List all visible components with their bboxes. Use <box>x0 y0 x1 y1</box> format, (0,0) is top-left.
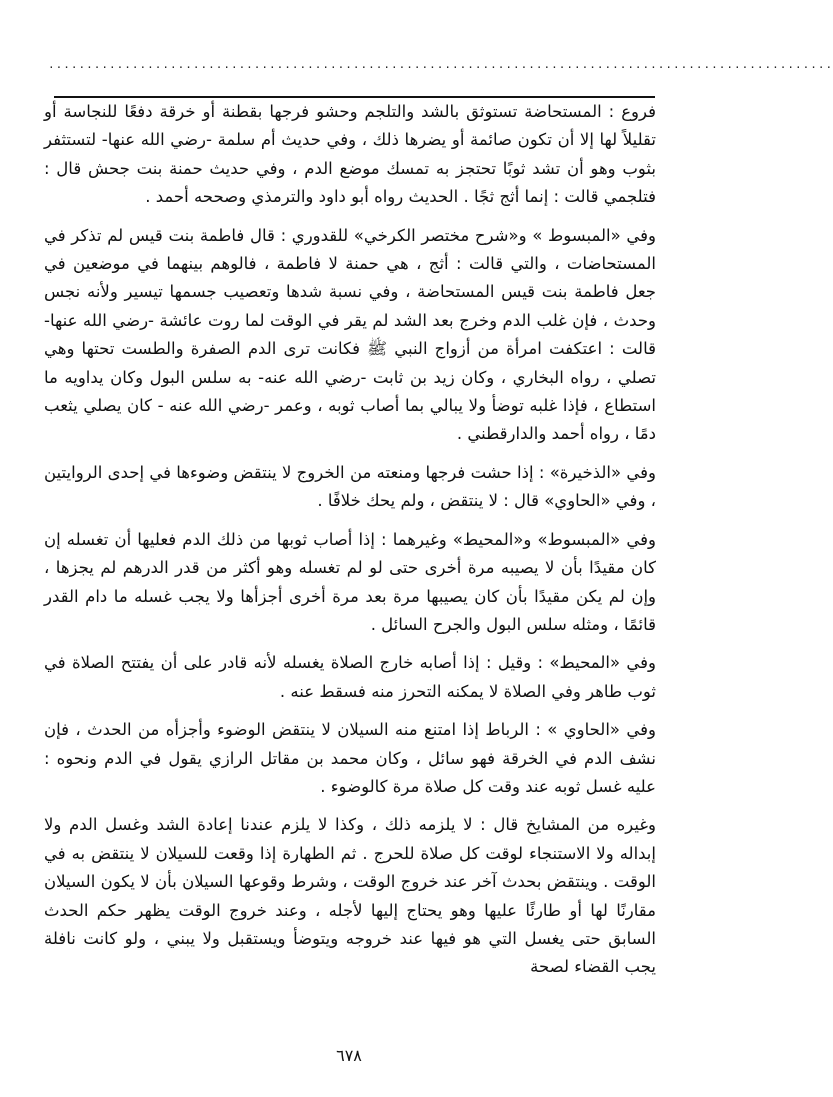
page-number: ٦٧٨ <box>336 1046 362 1065</box>
paragraph: وغيره من المشايخ قال : لا يلزمه ذلك ، وكذا لا يلزم عندنا إعادة الشد وغسل الدم ولا إبداله ولا الاستنجاء لوقت كل صلاة للحرج . ثم الطهارة إذا وقعت للسيلان لا ينتقض به في الوقت . وينتقض بحدث آخر عند خروج الوقت ، وشرط وقوعها السيلان بأن لا يكون السيلان مقارنًا لها أو طارئًا عليها وهو يحتاج إليها لأجله ، وعند خروج الوقت يظهر حكم الحدث السابق حتى يغسل التي هو فيها عند خروجه ويتوضأ ويستقبل ولا يبني ، ولو كانت نافلة يجب القضاء لصحة <box>44 815 656 977</box>
page-body <box>44 98 656 992</box>
paragraph: فروع : المستحاضة تستوثق بالشد والتلجم وحشو فرجها بقطنة أو خرقة دفعًا للنجاسة أو تقليلاً لها إلا أن تكون صائمة أو يضرها ذلك ، وفي حديث أم سلمة -رضي الله عنها- لتستثفر بثوب وهو أن تشد ثوبًا تحتجز به تمسك موضع الدم ، وفي حديث حمنة بنت جحش قال : فتلجمي قالت : إنما أثج ثجًا . الحديث رواه أبو داود والترمذي وصححه أحمد . <box>44 102 656 207</box>
paragraph: وفي «المبسوط » و«شرح مختصر الكرخي» للقدوري : قال فاطمة بنت قيس لم تذكر في المستحاضات ، والتي قالت : أثج ، هي حمنة لا فاطمة ، فالوهم بينهما في موضعين في جعل فاطمة بنت قيس المستحاضة ، وفي نسبة شدها وتعصيب جسمها تيسير ولأنه نجس وحدث ، فإن غلب الدم وخرج بعد الشد لم يقر في الوقت لما روت عائشة -رضي الله عنها- قالت : اعتكفت امرأة من أزواج النبي ﷺ فكانت ترى الدم الصفرة والطست تحتها وهي تصلي ، رواه البخاري ، وكان زيد بن ثابت -رضي الله عنه- به سلس البول وكان يداويه ما استطاع ، فإذا غلبه توضأ ولا يبالي بما أصاب ثوبه ، وعمر -رضي الله عنه - كان يصلي يثعب دمًا ، رواه أحمد والدارقطني . <box>44 225 656 444</box>
paragraph: وفي «الحاوي » : الرباط إذا امتنع منه السيلان لا ينتقض الوضوء وأجزأه من الحدث ، فإن نشف الدم في الخرقة فهو سائل ، وكان محمد بن مقاتل الرازي يقول في الدم ونحوه : عليه غسل ثوبه عند وقت كل صلاة مرة كالوضوء . <box>44 720 656 796</box>
paragraph: وفي «المحيط» : وقيل : إذا أصابه خارج الصلاة يغسله لأنه قادر على أن يفتتح الصلاة في ثوب طاهر وفي الصلاة لا يمكنه التحرز منه فسقط عنه . <box>44 653 656 701</box>
paragraph: وفي «المبسوط» و«المحيط» وغيرهما : إذا أصاب ثوبها من ذلك الدم فعليها أن تغسله إن كان مقيدًا بأن لا يصيبه مرة أخرى حتى لو لم تغسله وهو أكثر من قدر الدرهم لم يجزها ، وإن لم يكن مقيدًا بأن كان يصيبها مرة بعد مرة أخرى أجزأها ولا يجب غسله ما دام القدر قائمًا ، ومثله سلس البول والجرح السائل . <box>44 529 656 634</box>
header-dotted-line: ....................................................................................................... <box>48 58 833 71</box>
paragraph: وفي «الذخيرة» : إذا حشت فرجها ومنعته من الخروج لا ينتقض وضوءها في إحدى الروايتين ، وفي «الحاوي» قال : لا ينتقض ، ولم يحك خلافًا . <box>44 462 656 511</box>
